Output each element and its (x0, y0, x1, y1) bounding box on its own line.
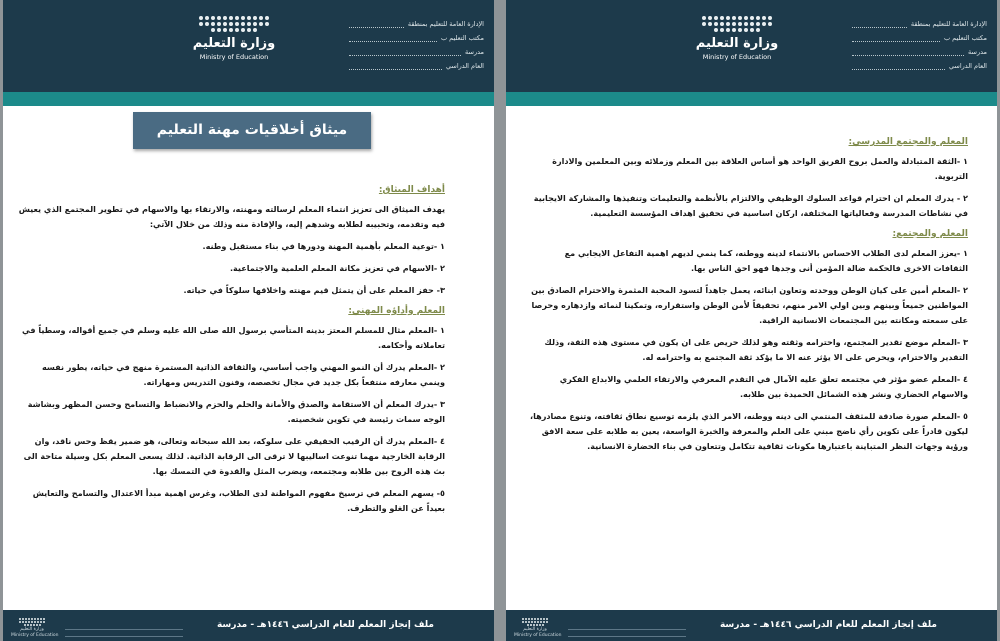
paragraph: ٤ -المعلم عضو مؤثر في مجتمعه تعلق عليه الآمال في التقدم المعرفي والارتقاء العلمي والابداع الفكري والاسهام الحضاري ونشر هذه الشمائل الحميدة بين طلابه. (559, 374, 968, 399)
paragraph: ٢ - يدرك المعلم ان احترام قواعد السلوك الوظيفي والالتزام بالأنظمة والتعليمات وتنفيذها والمشاركة الايجابية في نشاطات المدرسة وفعالياتها المختلفة، اركان اساسية في تحقيق اهداف المؤسسة التعليمية. (533, 193, 968, 218)
footer-logo (514, 618, 562, 638)
paragraph: ٥- يسهم المعلم في ترسيخ مفهوم المواطنة لدى الطلاب، وغرس اهمية مبدأ الاعتدال والتسامح والتعايش بعيداً عن الغلو والتطرف. (32, 488, 445, 513)
section-title: أهداف الميثاق: (378, 185, 445, 195)
footer-logo-dots-icon (19, 618, 45, 626)
footer-decorative-lines (65, 629, 183, 637)
section-title: المعلم والمجتمع: (892, 229, 968, 239)
document-page-right (506, 0, 997, 641)
paragraph: يهدف الميثاق الى تعزيز انتماء المعلم لرسالته ومهنته، والارتقاء بها والاسهام في تطوير المجتمع الذي يعيش فيه وتقدمه، وتحبيبه لطلابه وشدهم إليه، والإفادة منه وذلك من خلال الآتي: (18, 204, 445, 229)
paragraph: ٢ -المعلم يدرك أن النمو المهني واجب أساسي، والثقافة الذاتية المستمرة منهج في حياته، يطور نفسه وينمي معارفه منتفعاً بكل جديد في مجال تخصصه، وفنون التدريس ومهاراته. (41, 362, 445, 387)
paragraph: ٢ -الاسهام في تعزيز مكانة المعلم العلمية والاجتماعية. (229, 263, 445, 273)
header-accent-bar (3, 92, 494, 106)
header-field-office: مكتب التعليم ب (349, 28, 484, 42)
paragraph: ٣ -المعلم موضع تقدير المجتمع، واحترامه وثقته وهو لذلك حريص على ان يكون في مستوى هذه الثقة، وذلك التقدير والاحترام، ويحرص على الا يؤثر عنه الا ما يؤكد ثقة المجتمع به واحترامه له. (544, 337, 968, 362)
document-page-left (3, 0, 494, 641)
paragraph: ٣ -يدرك المعلم أن الاستقامة والصدق والأمانة والحلم والحزم والانضباط والتسامح وحسن المظهر وبشاشة الوجه سمات رئيسة في تكوين شخصيته. (27, 399, 445, 424)
logo-english-text: Ministry of Education (199, 53, 269, 61)
header-field-office: مكتب التعليم ب (852, 28, 987, 42)
page-footer (506, 610, 997, 641)
footer-logo-english: Ministry of Education (514, 633, 562, 638)
paragraph: ٤ -المعلم يدرك أن الرقيب الحقيقي على سلوكه، بعد الله سبحانه وتعالى، هو ضمير يقظ وحس ناقد، وان الرقابة الخارجية مهما تنوعت اساليبها لا ترقى الى الرقابة الذاتية. لذلك يسعى المعلم بكل وسيلة متاحة الى بث هذه الروح بين طلابه ومجتمعه، ويضرب المثل والقدوة في التمسك بها. (23, 436, 445, 476)
logo-dots-icon (197, 16, 271, 32)
logo-arabic-text: وزارة التعليم (695, 36, 779, 51)
footer-text: ملف إنجاز المعلم للعام الدراسي ١٤٤٦هـ - مدرسة (719, 620, 937, 630)
header-fields (852, 14, 987, 70)
logo-dots-icon (700, 16, 774, 32)
header-field-school: مدرسة (349, 42, 484, 56)
page-header (3, 0, 494, 92)
header-accent-bar (506, 92, 997, 106)
page-left-content (15, 184, 445, 523)
footer-logo-arabic: وزارة التعليم (20, 627, 44, 632)
page-header (506, 0, 997, 92)
footer-logo-arabic: وزارة التعليم (523, 627, 547, 632)
paragraph: ١ -توعية المعلم بأهمية المهنة ودورها في بناء مستقبل وطنه. (202, 241, 445, 251)
paragraph: ٥ -المعلم صورة صادقة للمثقف المنتمي الى دينه ووطنه، الامر الذي يلزمه توسيع نطاق ثقافته، وتنوع مصادرها، ليكون قادراً على تكوين رأي ناضج مبني على العلم والمعرفة والخبرة الواسعة، يعين به طلابه على سعة الافق ورؤية وجهات النظر المتباينة باعتبارها مكونات ثقافية تتكامل وتتعاون في بناء الحضارة الانسانية. (530, 411, 968, 451)
footer-text: ملف إنجاز المعلم للعام الدراسي ١٤٤٦هـ - مدرسة (216, 620, 434, 630)
footer-logo (11, 618, 59, 638)
header-field-year: العام الدراسي (852, 56, 987, 70)
logo-english-text: Ministry of Education (702, 53, 772, 61)
header-field-region: الإدارة العامة للتعليم بمنطقة (349, 14, 484, 28)
footer-logo-dots-icon (522, 618, 548, 626)
header-field-school: مدرسة (852, 42, 987, 56)
header-field-region: الإدارة العامة للتعليم بمنطقة (852, 14, 987, 28)
header-field-year: العام الدراسي (349, 56, 484, 70)
footer-logo-english: Ministry of Education (11, 633, 59, 638)
paragraph: ١ -الثقة المتبادلة والعمل بروح الفريق الواحد هو أساس العلاقة بين المعلم وزملائه وبين المعلمين والادارة التربوية. (552, 156, 968, 181)
paragraph: ٣- حفز المعلم على أن يتمثل قيم مهنته واخلاقها سلوكاً في حياته. (183, 285, 445, 295)
paragraph: ٢ -المعلم أمين على كيان الوطن ووحدته وتعاون ابنائه، يعمل جاهداً لتسود المحبة المثمرة والاحترام الصادق بين المواطنين جميعاً وبينهم وبين اولي الامر منهم، تحقيقاً لأمن الوطن واستقراره، وتمكينا لنمائه وازدهاره وحرصا على سمعته ومكانته بين المجتمعات الانسانية الراقية. (531, 285, 968, 325)
ministry-logo (191, 16, 277, 61)
section-title: المعلم والمجتمع المدرسي: (848, 137, 968, 147)
footer-decorative-lines (568, 629, 686, 637)
page-title-banner: ميثاق أخلاقيات مهنة التعليم (133, 112, 371, 149)
logo-arabic-text: وزارة التعليم (192, 36, 276, 51)
header-fields (349, 14, 484, 70)
page-footer (3, 610, 494, 641)
paragraph: ١ -المعلم مثال للمسلم المعتز بدينه المتأسي برسول الله صلى الله عليه وسلم في جميع أقواله، وسطياً في تعاملاته وأحكامه. (22, 325, 445, 350)
ministry-logo (694, 16, 780, 61)
page-right-content (528, 136, 968, 461)
paragraph: ١ -يعزز المعلم لدى الطلاب الاحساس بالانتماء لدينه ووطنه، كما ينمي لديهم اهمية التفاعل الايجابي مع الثقافات الاخرى فالحكمة ضالة المؤمن أنى وجدها فهو احق الناس بها. (564, 248, 968, 273)
section-title: المعلم وأداؤه المهني: (348, 306, 445, 316)
